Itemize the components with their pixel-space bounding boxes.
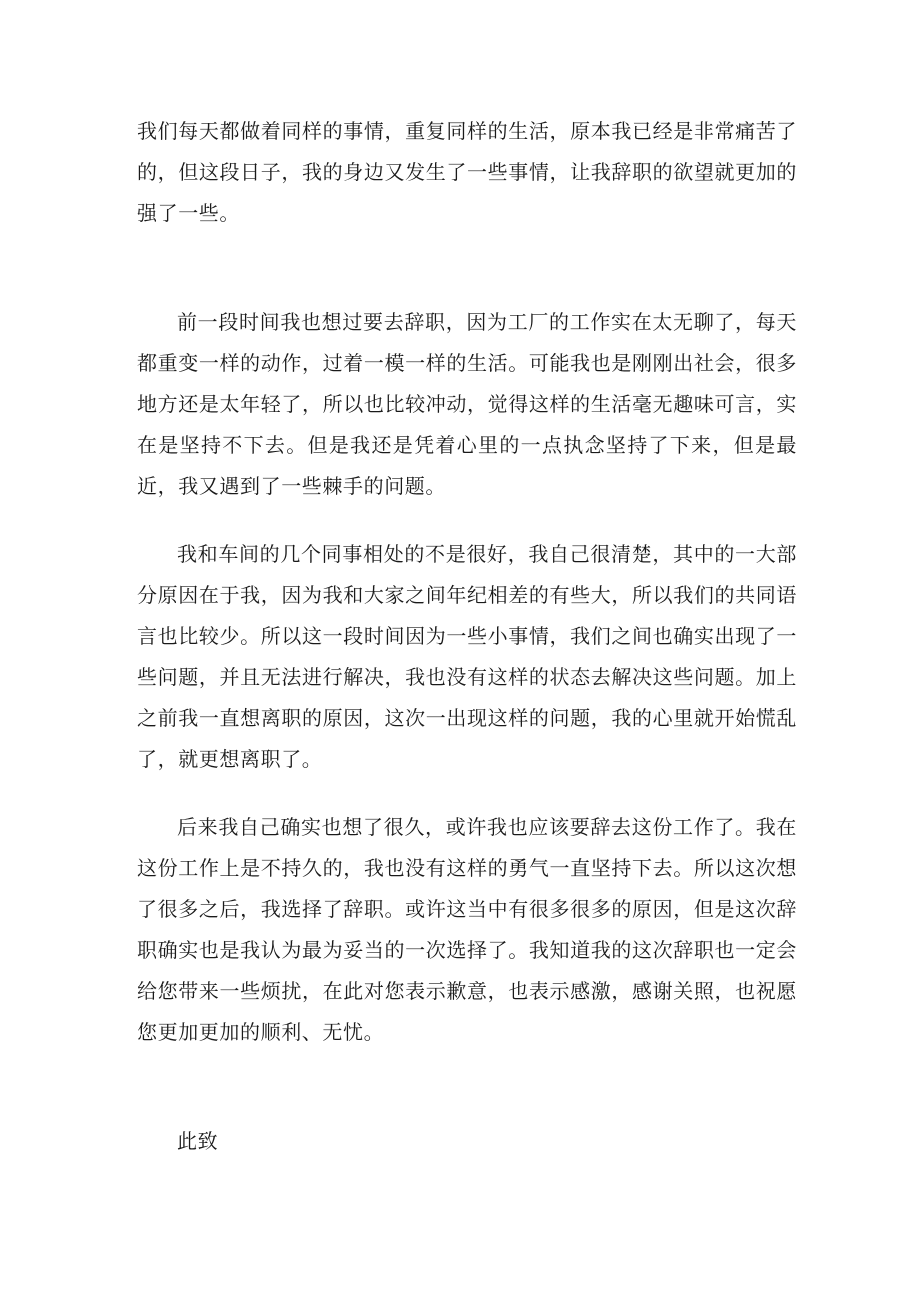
body-paragraph-3: 我和车间的几个同事相处的不是很好，我自己很清楚，其中的一大部分原因在于我，因为我和大家之间年纪相差的有些大，所以我们的共同语言也比较少。所以这一段时间因为一些小事情，我们之间也确实出现了一些问题，并且无法进行解决，我也没有这样的状态去解决这些问题。加上之前我一直想离职的原因，这次一出现这样的问题，我的心里就开始慌乱了，就更想离职了。 (137, 542, 797, 771)
body-paragraph-4: 后来我自己确实也想了很久，或许我也应该要辞去这份工作了。我在这份工作上是不持久的，我也没有这样的勇气一直坚持下去。所以这次想了很多之后，我选择了辞职。或许这当中有很多很多的原因，但是这次辞职确实也是我认为最为妥当的一次选择了。我知道我的这次辞职也一定会给您带来一些烦扰，在此对您表示歉意，也表示感激，感谢关照，也祝愿您更加更加的顺利、无忧。 (137, 815, 797, 1044)
closing-salutation: 此致 (177, 1129, 219, 1153)
body-paragraph-1: 我们每天都做着同样的事情，重复同样的生活，原本我已经是非常痛苦了的，但这段日子，我的身边又发生了一些事情，让我辞职的欲望就更加的强了一些。 (137, 119, 797, 225)
body-paragraph-2: 前一段时间我也想过要去辞职，因为工厂的工作实在太无聊了，每天都重变一样的动作，过着一模一样的生活。可能我也是刚刚出社会，很多地方还是太年轻了，所以也比较冲动，觉得这样的生活毫无趣味可言，实在是坚持不下去。但是我还是凭着心里的一点执念坚持了下来，但是最近，我又遇到了一些棘手的问题。 (137, 310, 797, 498)
